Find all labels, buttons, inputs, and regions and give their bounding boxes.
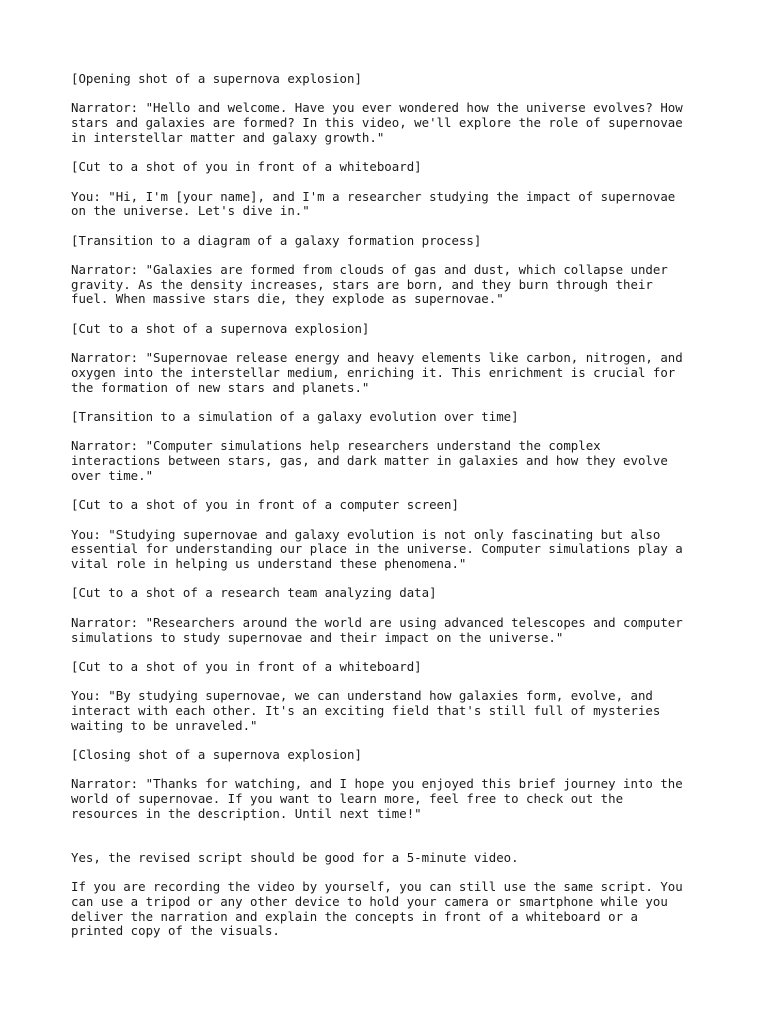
section-gap xyxy=(71,836,698,851)
closing-notes xyxy=(71,851,698,939)
scene-direction: [Cut to a shot of a research team analyzing data] xyxy=(71,585,437,601)
dialogue-line: Narrator: "Computer simulations help researchers understand the complex interactions between stars, gas, and dark matter in galaxies and how they evolve over time." xyxy=(71,438,668,483)
scene-direction: [Cut to a shot of a supernova explosion] xyxy=(71,320,370,336)
dialogue-line: Narrator: "Researchers around the world are using advanced telescopes and computer simulations to study supernovae and their impact on the universe." xyxy=(71,614,683,645)
scene-direction: [Closing shot of a supernova explosion] xyxy=(71,747,362,763)
dialogue-line: Narrator: "Hello and welcome. Have you ever wondered how the universe evolves? How stars and galaxies are formed? In this video, we'll explore the role of supernovae in interstellar matter and galaxy growth." xyxy=(71,100,683,145)
scene-direction: [Cut to a shot of you in front of a computer screen] xyxy=(71,497,459,513)
scene-direction: [Transition to a diagram of a galaxy formation process] xyxy=(71,232,482,248)
dialogue-line: Narrator: "Thanks for watching, and I hope you enjoyed this brief journey into the world of supernovae. If you want to learn more, feel free to check out the resources in the description. Until next time!" xyxy=(71,776,683,821)
scene-direction: [Transition to a simulation of a galaxy evolution over time] xyxy=(71,409,519,425)
note-paragraph: If you are recording the video by yourself, you can still use the same script. You can use a tripod or any other device to hold your camera or smartphone while you deliver the narration and explain the concepts in front of a whiteboard or a printed copy of the visuals. xyxy=(71,879,683,939)
scene-direction: [Cut to a shot of you in front of a whiteboard] xyxy=(71,159,422,175)
video-script xyxy=(71,72,698,822)
note-paragraph: Yes, the revised script should be good for a 5-minute video. xyxy=(71,849,519,865)
dialogue-line: Narrator: "Galaxies are formed from clouds of gas and dust, which collapse under gravity. As the density increases, stars are born, and they burn through their fuel. When massive stars die, they explode as supernovae." xyxy=(71,262,668,307)
dialogue-line: You: "Hi, I'm [your name], and I'm a researcher studying the impact of supernovae on the universe. Let's dive in." xyxy=(71,188,676,219)
dialogue-line: Narrator: "Supernovae release energy and heavy elements like carbon, nitrogen, and oxygen into the interstellar medium, enriching it. This enrichment is crucial for the formation of new stars and planets." xyxy=(71,350,683,395)
dialogue-line: You: "Studying supernovae and galaxy evolution is not only fascinating but also essential for understanding our place in the universe. Computer simulations play a vital role in helping us understand these phenomena." xyxy=(71,526,683,572)
scene-direction: [Cut to a shot of you in front of a whiteboard] xyxy=(71,658,422,674)
scene-direction: [Opening shot of a supernova explosion] xyxy=(71,71,362,86)
dialogue-line: You: "By studying supernovae, we can understand how galaxies form, evolve, and interact with each other. It's an exciting field that's still full of mysteries waiting to be unraveled." xyxy=(71,688,661,733)
